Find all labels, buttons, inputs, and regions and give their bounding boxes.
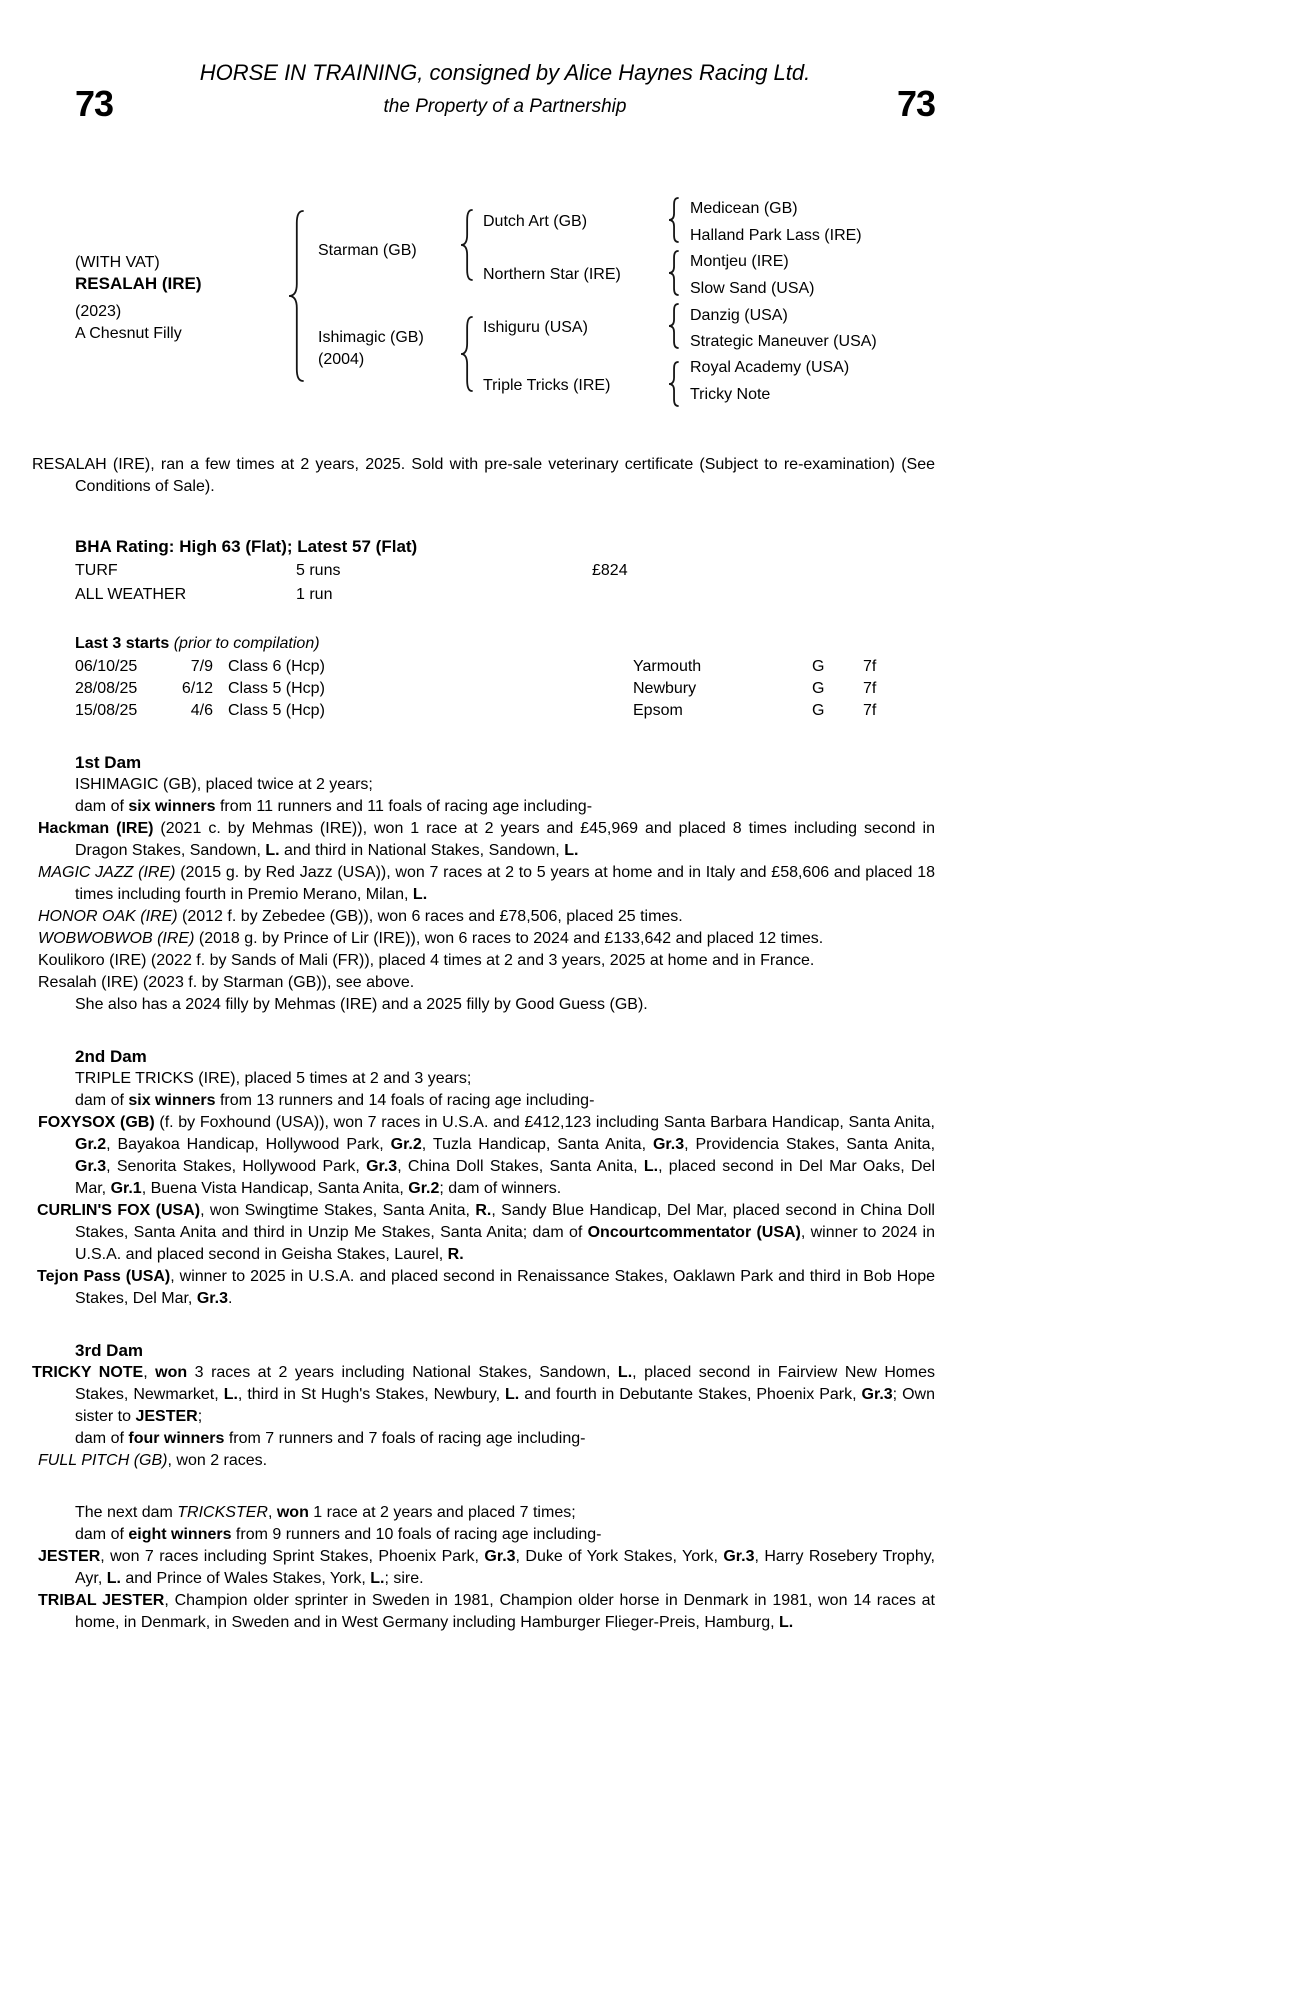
text-run: Gr.3 — [723, 1548, 755, 1565]
text-run: , Providencia Stakes, Santa Anita, — [684, 1136, 936, 1153]
section-paragraphs — [38, 1502, 935, 1634]
text-run: and Prince of Wales Stakes, York, — [120, 1570, 371, 1587]
text-paragraph — [32, 454, 935, 498]
table-cell: 28/08/25 — [75, 680, 138, 697]
table-cell: Epsom — [633, 702, 683, 719]
section-paragraphs — [32, 1362, 936, 1472]
table-cell: Class 5 (Hcp) — [228, 702, 325, 719]
text-paragraph — [38, 906, 935, 928]
text-run: Gr.2 — [390, 1136, 422, 1153]
text-paragraph — [38, 1112, 936, 1200]
text-run: , Bayakoa Handicap, Hollywood Park, — [106, 1136, 391, 1153]
table-cell: Class 5 (Hcp) — [228, 680, 325, 697]
text-run: , China Doll Stakes, Santa Anita, — [397, 1158, 644, 1175]
horse-description: A Chesnut Filly — [75, 325, 182, 342]
text-run: six winners — [128, 798, 216, 815]
table-cell: 7/9 — [190, 658, 213, 675]
section-heading: 3rd Dam — [75, 1341, 144, 1360]
text-paragraph — [38, 1546, 935, 1590]
text-run: TRIBAL JESTER — [38, 1592, 165, 1609]
text-run: ; Own sister to — [75, 1386, 936, 1425]
text-run: , placed second in Del Mar Oaks, Del Mar, — [75, 1158, 935, 1197]
last-starts-rows — [75, 656, 935, 722]
text-run: CURLIN'S FOX (USA) — [37, 1202, 201, 1219]
text-run: and third in National Stakes, Sandown, — [279, 842, 565, 859]
ancestor: Tricky Note — [690, 386, 771, 403]
text-run: dam of — [75, 1092, 129, 1109]
ancestor: Halland Park Lass (IRE) — [690, 227, 862, 244]
text-run: Gr.1 — [110, 1180, 142, 1197]
text-paragraph — [75, 1090, 935, 1112]
third-dam-section — [32, 1340, 936, 1472]
table-cell: ALL WEATHER — [75, 586, 187, 603]
text-run: , third in St Hugh's Stakes, Newbury, — [237, 1386, 505, 1403]
ancestor: Medicean (GB) — [690, 200, 798, 217]
bha-rating-title: BHA Rating: High 63 (Flat); Latest 57 (Flat) — [75, 537, 418, 556]
table-cell: Newbury — [633, 680, 697, 697]
second-dam-section — [37, 1046, 936, 1310]
section-paragraphs — [37, 1068, 936, 1310]
text-paragraph — [37, 1200, 936, 1266]
text-run: Oncourtcommentator (USA) — [587, 1224, 801, 1241]
vat-note: (WITH VAT) — [75, 254, 160, 271]
text-run: six winners — [128, 1092, 216, 1109]
sale-note — [32, 454, 935, 498]
lot-number-left: 73 — [75, 83, 114, 124]
text-run: FOXYSOX (GB) — [38, 1114, 155, 1131]
pedigree-brace — [288, 210, 304, 382]
text-run: dam of — [75, 1430, 129, 1447]
bha-rating-block — [75, 534, 935, 608]
table-cell: 15/08/25 — [75, 702, 138, 719]
text-run: from 13 runners and 14 foals of racing age including- — [215, 1092, 595, 1109]
ancestor: Strategic Maneuver (USA) — [690, 333, 877, 350]
first-dam-section — [38, 752, 935, 1016]
granddam: Northern Star (IRE) — [483, 266, 621, 283]
text-run: (2018 g. by Prince of Lir (IRE)), won 6 races to 2024 and £133,642 and placed 12 times. — [194, 930, 824, 947]
text-paragraph — [38, 818, 935, 862]
text-run: L. — [223, 1386, 238, 1403]
text-run: Gr.3 — [861, 1386, 893, 1403]
pedigree-brace — [668, 303, 679, 349]
text-run: , winner to 2024 in U.S.A. and placed second in Geisha Stakes, Laurel, — [75, 1224, 936, 1263]
text-run: , Sandy Blue Handicap, Del Mar, placed second in China Doll Stakes, Santa Anita and third in Unzip Me Stakes, Santa Anita; dam of — [75, 1202, 935, 1241]
text-run: (2021 c. by Mehmas (IRE)), won 1 race at 2 years and £45,969 and placed 8 times including second in Dragon Stakes, Sandown, — [75, 820, 935, 859]
text-run: , — [143, 1364, 156, 1381]
text-run: (f. by Foxhound (USA)), won 7 races in U.S.A. and £412,123 including Santa Barbara Handicap, Santa Anita, — [154, 1114, 936, 1131]
text-run: ; sire. — [384, 1570, 424, 1587]
text-run: , Champion older sprinter in Sweden in 1981, Champion older horse in Denmark in 1981, won 14 races at home, in Denmark, in Sweden and in West Germany including Hamburger Flieger-Preis, Hamburg, — [75, 1592, 935, 1631]
text-run: Hackman (IRE) — [38, 820, 154, 837]
text-run: L. — [505, 1386, 520, 1403]
next-dam-section — [38, 1502, 935, 1634]
text-run: The next dam — [75, 1504, 178, 1521]
table-row — [75, 678, 935, 700]
foaling-year: (2023) — [75, 303, 122, 320]
text-run: L. — [265, 842, 280, 859]
text-run: R. — [447, 1246, 464, 1263]
text-run: . — [227, 1290, 233, 1307]
text-run: , won 2 races. — [167, 1452, 268, 1469]
text-run: (2015 g. by Red Jazz (USA)), won 7 races at 2 to 5 years at home and in Italy and £58,606 and placed 18 times including fourth in Premio Merano, Milan, — [75, 864, 935, 903]
text-paragraph — [75, 1068, 935, 1090]
table-cell: 1 run — [296, 586, 333, 603]
pedigree-brace — [460, 316, 473, 392]
section-heading: 2nd Dam — [75, 1047, 147, 1066]
text-run: dam of — [75, 798, 129, 815]
text-run: Gr.3 — [366, 1158, 398, 1175]
text-run: Gr.3 — [484, 1548, 516, 1565]
text-run: won — [155, 1364, 188, 1381]
dam-name: Ishimagic (GB) — [318, 329, 424, 346]
text-paragraph — [38, 928, 935, 950]
text-run: Resalah (IRE) (2023 f. by Starman (GB)), see above. — [38, 974, 415, 991]
text-run: TRIPLE TRICKS (IRE), placed 5 times at 2 and 3 years; — [75, 1070, 472, 1087]
table-row — [75, 584, 935, 608]
text-run: Gr.3 — [196, 1290, 228, 1307]
pedigree-brace — [668, 197, 679, 243]
section-heading: 1st Dam — [75, 753, 142, 772]
text-run: , won 7 races including Sprint Stakes, Phoenix Park, — [100, 1548, 485, 1565]
text-run: R. — [475, 1202, 492, 1219]
text-paragraph — [75, 994, 935, 1016]
text-run: (2012 f. by Zebedee (GB)), won 6 races and £78,506, placed 25 times. — [177, 908, 683, 925]
text-run: 3 races at 2 years including National Stakes, Sandown, — [187, 1364, 618, 1381]
table-cell: 7f — [863, 658, 877, 675]
table-cell: £824 — [592, 562, 628, 579]
text-run: from 9 runners and 10 foals of racing age including- — [231, 1526, 602, 1543]
pedigree-brace — [668, 361, 679, 407]
sire-name: Starman (GB) — [318, 242, 417, 259]
text-run: L. — [564, 842, 579, 859]
text-run: L. — [617, 1364, 633, 1381]
text-run: Last 3 starts — [75, 635, 170, 652]
text-run: ISHIMAGIC (GB), placed twice at 2 years; — [75, 776, 373, 793]
text-run: Gr.3 — [652, 1136, 685, 1153]
text-run: from 7 runners and 7 foals of racing age including- — [224, 1430, 586, 1447]
table-cell: 6/12 — [181, 680, 213, 697]
bha-rating-rows — [75, 560, 935, 608]
text-run: RESALAH (IRE), ran a few times at 2 years, 2025. Sold with pre-sale veterinary certificate (Subject to re-examination) (See Conditions of Sale). — [32, 456, 935, 495]
text-run: FULL PITCH (GB) — [38, 1452, 168, 1469]
text-run: won — [276, 1504, 309, 1521]
table-row — [75, 560, 935, 584]
text-run: eight winners — [128, 1526, 232, 1543]
table-cell: 06/10/25 — [75, 658, 138, 675]
table-row — [75, 656, 935, 678]
table-cell: Class 6 (Hcp) — [228, 658, 325, 675]
text-run: and fourth in Debutante Stakes, Phoenix Park, — [519, 1386, 862, 1403]
text-run: , won Swingtime Stakes, Santa Anita, — [200, 1202, 476, 1219]
ancestor: Slow Sand (USA) — [690, 280, 815, 297]
text-paragraph — [37, 1266, 936, 1310]
text-run: 1 race at 2 years and placed 7 times; — [308, 1504, 576, 1521]
text-run: , winner to 2025 in U.S.A. and placed second in Renaissance Stakes, Oaklawn Park and third in Bob Hope Stakes, Del Mar, — [75, 1268, 936, 1307]
pedigree-table — [75, 195, 935, 407]
text-run: Gr.2 — [408, 1180, 440, 1197]
ancestor: Montjeu (IRE) — [690, 253, 789, 270]
text-run: , — [267, 1504, 277, 1521]
text-paragraph — [38, 972, 935, 994]
grandsire: Ishiguru (USA) — [483, 319, 588, 336]
table-cell: 7f — [863, 702, 877, 719]
text-run: L. — [106, 1570, 121, 1587]
dam-year: (2004) — [318, 351, 365, 368]
text-paragraph — [75, 1524, 935, 1546]
table-row — [75, 700, 935, 722]
text-run: , Duke of York Stakes, York, — [515, 1548, 724, 1565]
table-cell: TURF — [75, 562, 118, 579]
text-run: four winners — [128, 1430, 225, 1447]
table-cell: 5 runs — [296, 562, 341, 579]
text-paragraph — [38, 950, 935, 972]
text-paragraph — [38, 1450, 935, 1472]
text-run: L. — [370, 1570, 385, 1587]
table-cell: 7f — [863, 680, 877, 697]
text-paragraph — [75, 1428, 935, 1450]
text-run: WOBWOBWOB (IRE) — [38, 930, 195, 947]
text-run: TRICKY NOTE — [32, 1364, 144, 1381]
text-run: ; — [197, 1408, 203, 1425]
text-paragraph — [38, 1590, 935, 1634]
text-run: , Tuzla Handicap, Santa Anita, — [421, 1136, 653, 1153]
text-paragraph — [75, 1502, 935, 1524]
text-run: L. — [643, 1158, 659, 1175]
text-run: , Buena Vista Handicap, Santa Anita, — [141, 1180, 409, 1197]
table-cell: G — [812, 658, 825, 675]
page-content — [32, 0, 936, 1634]
property-line: the Property of a Partnership — [383, 96, 627, 117]
text-run: She also has a 2024 filly by Mehmas (IRE) and a 2025 filly by Good Guess (GB). — [75, 996, 648, 1013]
last-starts-heading — [75, 632, 935, 656]
text-run: (prior to compilation) — [173, 635, 320, 652]
last-starts-block — [75, 632, 935, 722]
text-run: Gr.2 — [75, 1136, 107, 1153]
pedigree-brace — [460, 209, 473, 281]
text-paragraph — [75, 796, 935, 818]
ancestor: Royal Academy (USA) — [690, 359, 850, 376]
text-run: HONOR OAK (IRE) — [38, 908, 178, 925]
text-run: ; dam of winners. — [439, 1180, 562, 1197]
text-run: L. — [412, 886, 428, 903]
text-run: , Harry Rosebery Trophy, Ayr, — [75, 1548, 935, 1587]
table-cell: 4/6 — [190, 702, 213, 719]
consignor-line: HORSE IN TRAINING, consigned by Alice Haynes Racing Ltd. — [199, 60, 811, 85]
text-run: , placed second in Fairview New Homes Stakes, Newmarket, — [75, 1364, 936, 1403]
table-cell: G — [812, 680, 825, 697]
text-run: JESTER — [38, 1548, 101, 1565]
text-run: JESTER — [135, 1408, 198, 1425]
horse-name: RESALAH (IRE) — [75, 274, 202, 293]
ancestor: Danzig (USA) — [690, 307, 788, 324]
text-run: MAGIC JAZZ (IRE) — [38, 864, 176, 881]
table-cell: G — [812, 702, 825, 719]
text-run: , Senorita Stakes, Hollywood Park, — [106, 1158, 367, 1175]
lot-number-right: 73 — [896, 83, 935, 124]
text-run: Koulikoro (IRE) (2022 f. by Sands of Mali (FR)), placed 4 times at 2 and 3 years, 2025 at home and in France. — [38, 952, 815, 969]
section-paragraphs — [38, 774, 935, 1016]
text-run: TRICKSTER — [177, 1504, 268, 1521]
text-paragraph — [32, 1362, 936, 1428]
granddam: Triple Tricks (IRE) — [483, 377, 611, 394]
text-paragraph — [38, 862, 935, 906]
table-cell: Yarmouth — [633, 658, 702, 675]
text-paragraph — [75, 774, 935, 796]
grandsire: Dutch Art (GB) — [483, 213, 588, 230]
text-run: from 11 runners and 11 foals of racing age including- — [215, 798, 593, 815]
text-run: L. — [779, 1614, 794, 1631]
pedigree-brace — [668, 250, 679, 296]
text-run: Gr.3 — [75, 1158, 107, 1175]
text-run: dam of — [75, 1526, 129, 1543]
text-run: Tejon Pass (USA) — [37, 1268, 171, 1285]
